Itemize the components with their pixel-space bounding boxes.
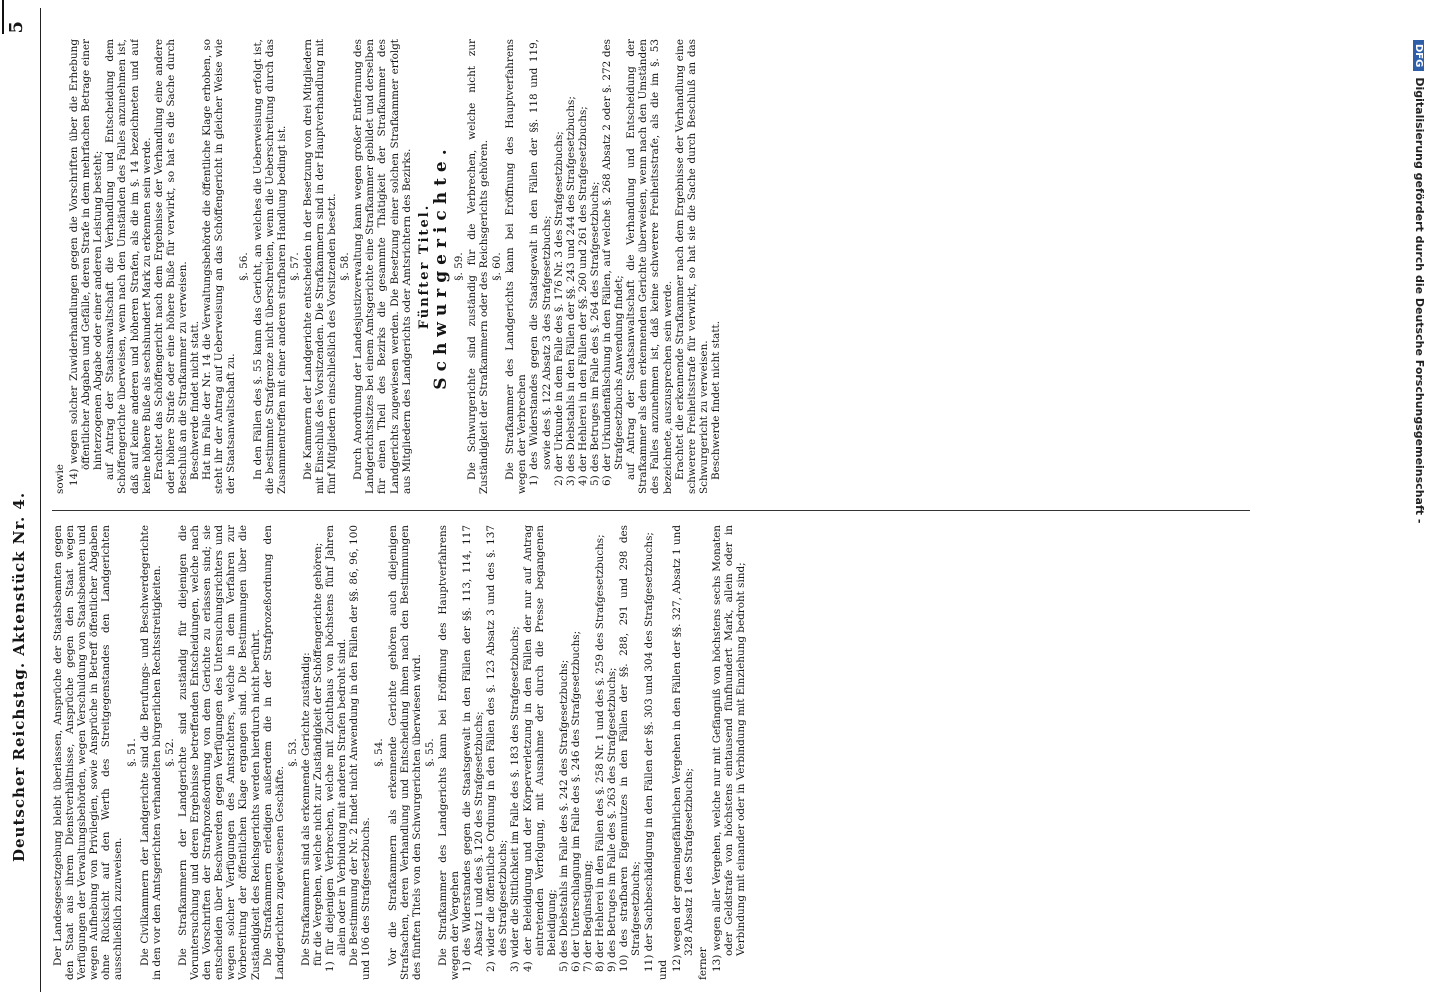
section-subtitle: Schwurgerichte. xyxy=(430,143,451,390)
paragraph: Die Civilkammern der Landgerichte sind die Berufungs- und Beschwerdegerichte in den vor den Amtsgerichten verhandelten bürgerlichen Rechtsstreitigkeiten. xyxy=(138,525,163,980)
paragraph: Die Strafkammern der Landgerichte sind zuständig für diejenigen die Voruntersuchung und deren Ergebnisse betreffenden Entscheidungen, welche nach den Vorschriften der Strafprozeßordnung von dem Gerichte zu erlassen sind; sie entscheiden über Beschwerden gegen Verfügungen des Untersuchungsrichters und wegen solcher Verfügungen des Amtsrichters, welche in dem Verfahren zur Vorbereitung der öffentlichen Klage ergangen sind. Die Bestimmungen über die Zuständigkeit des Reichsgerichts werden hierdurch nicht berührt. xyxy=(176,525,262,980)
page-number: 5 xyxy=(6,20,27,34)
list-item: 4) der Beleidigung und der Körperverletzung in den Fällen der nur auf Antrag eintretenden Verfolgung, mit Ausnahme der durch die Presse begangenen Beleidigung; xyxy=(521,525,558,972)
list-item: 4) der Hehlerei in den Fällen der §§. 260 und 261 des Strafgesetzbuchs; xyxy=(576,106,589,486)
paragraph: Beschwerde findet nicht statt. xyxy=(709,320,722,480)
connector-word: ferner xyxy=(696,947,709,980)
list-item: 8) der Hehlerei in den Fällen des §. 258 Nr. 1 und des §. 259 des Strafgesetzbuchs; xyxy=(594,534,607,972)
credit-text: Digitalisierung gefördert durch die Deutsche Forschungsgemeinschaft - xyxy=(1413,77,1426,524)
header-rule xyxy=(40,8,41,992)
paragraph: Durch Anordnung der Landesjustizverwaltung kann wegen großer Entfernung des Landgerichtssitzes bei einem Amtsgerichte eine Strafkammer gebildet und derselben für einen Theil des Bezirks die gesammte Thätigkeit der Strafkammer des Landgerichts zugewiesen werden. Die Besetzung einer solchen Strafkammer erfolgt aus Mitgliedern des Landgerichts oder Amtsrichtern des Bezirks. xyxy=(352,39,413,494)
list-item: 14) wegen solcher Zuwiderhandlungen gegen die Vorschriften über die Erhebung öffentlicher Abgaben und Gefälle, deren Strafe in dem mehrfachen Betrage einer hinterzogenen Abgabe oder einer anderen Leistung besteht; xyxy=(68,39,105,486)
page-title: Deutscher Reichstag. Aktenstück Nr. 4. xyxy=(10,491,28,862)
section-number: §. 53. xyxy=(286,738,299,767)
connector-word: und xyxy=(656,959,669,980)
section-number: §. 60. xyxy=(491,252,504,281)
list-item: 1) des Widerstandes gegen die Staatsgewalt in den Fällen der §§. 118 und 119, sowie des §. 122 Absatz 3 des Strafgesetzbuchs; xyxy=(528,39,553,486)
dfg-badge: DFG xyxy=(1413,40,1424,71)
section-number: §. 51. xyxy=(125,738,138,767)
paragraph: Die Strafkammern erledigen außerdem die in der Strafprozeßordnung den Landgerichten zugewiesenen Geschäfte. xyxy=(261,525,286,980)
list-item: 5) des Diebstahls im Falle des §. 242 des Strafgesetzbuchs; xyxy=(557,659,570,972)
list-item: 1) für diejenigen Verbrechen, welche mit Zuchthaus von höchstens fünf Jahren allein oder in Verbindung mit anderen Strafen bedroht sind. xyxy=(324,525,349,972)
paragraph: auf Antrag der Staatsanwaltschaft die Verhandlung und Entscheidung dem Schöffengerichte überweisen, wenn nach den Umständen des Falles anzunehmen ist, daß auf keine anderen und höheren Strafen, als die im §. 14 bezeichneten und auf keine höhere Buße als sechshundert Mark zu erkennen sein werde. xyxy=(104,39,153,494)
list-item: 2) wider die öffentliche Ordnung in den Fällen des §. 123 Absatz 3 und des §. 137 des Strafgesetzbuchs; xyxy=(485,525,510,972)
list-item: 6) der Urkundenfälschung in den Fällen, auf welche §. 268 Absatz 2 oder §. 272 des Strafgesetzbuchs Anwendung findet; xyxy=(601,39,626,486)
paragraph: Die Strafkammer des Landgerichts kann bei Eröffnung des Hauptverfahrens wegen der Vergehen xyxy=(436,525,461,980)
section-number: §. 54. xyxy=(373,738,386,767)
paragraph: für die Vergehen, welche nicht zur Zuständigkeit der Schöffengerichte gehören; xyxy=(311,542,324,966)
paragraph: Erachtet das Schöffengericht nach dem Ergebnisse der Verhandlung eine andere oder höhere Strafe oder eine höhere Buße für verwirkt, so hat es die Sache durch Beschluß an die Strafkammer zu verweisen. xyxy=(152,39,189,494)
list-item: 12) wegen der gemeingefährlichen Vergehen in den Fällen der §§. 327, Absatz 1 und 328 Absatz 1 des Strafgesetzbuchs; xyxy=(670,525,695,972)
paragraph: Die Kammern der Landgerichte entscheiden in der Besetzung von drei Mitgliedern mit Einschluß des Vorsitzenden. Die Strafkammern sind in der Hauptverhandlung mit fünf Mitgliedern einschließlich des Vorsitzenden besetzt. xyxy=(301,39,339,494)
page-header xyxy=(6,8,36,992)
section-number: §. 59. xyxy=(452,252,465,281)
right-text-column xyxy=(52,39,1062,494)
list-item: 6) der Unterschlagung im Falle des §. 246 des Strafgesetzbuchs; xyxy=(569,630,582,972)
paragraph: Die Strafkammer des Landgerichts kann bei Eröffnung des Hauptverfahrens wegen der Verbrechen xyxy=(504,39,529,494)
digitization-credit xyxy=(1408,40,1426,840)
left-text-column xyxy=(52,525,1247,980)
section-number: §. 56. xyxy=(238,252,251,281)
column-divider xyxy=(52,510,1250,511)
list-item: 10) des strafbaren Eigennutzes in den Fällen der §§. 288, 291 und 298 des Strafgesetzbuchs; xyxy=(618,525,643,972)
paragraph: Beschwerde findet nicht statt. xyxy=(189,320,202,480)
list-item: 2) der Urkunde in dem Falle des §. 176 Nr. 3 des Strafgesetzbuchs; xyxy=(552,131,565,486)
section-number: §. 55. xyxy=(423,738,436,767)
paragraph: Vor die Strafkammern als erkennende Gerichte gehören auch diejenigen Strafsachen, deren Verhandlung und Entscheidung ihnen nach den Bestimmungen des fünften Titels von den Schwurgerichten überwiesen wird. xyxy=(386,525,423,980)
list-item: 11) der Sachbeschädigung in den Fällen der §§. 303 und 304 des Strafgesetzbuchs; xyxy=(642,532,655,972)
list-item: 3) des Diebstahls in den Fällen der §§. 243 und 244 des Strafgesetzbuchs; xyxy=(564,96,577,486)
paragraph: Die Strafkammern sind als erkennende Gerichte zuständig: xyxy=(299,652,312,966)
paragraph: Erachtet die erkennende Strafkammer nach dem Ergebnisse der Verhandlung eine schwerere Freiheitsstrafe für verwirkt, so hat sie die Sache durch Beschluß an das Schwurgericht zu verweisen. xyxy=(673,39,710,494)
list-item: 13) wegen aller Vergehen, welche nur mit Gefängniß von höchstens sechs Monaten oder Geldstrafe von höchstens eintausend fünfhundert Mark, allein oder in Verbindung mit einander oder in Verbindung mit Einziehung bedroht sind; xyxy=(710,525,748,972)
section-number: §. 57. xyxy=(288,252,301,281)
section-title: Fünfter Titel. xyxy=(416,203,432,330)
list-item: 1) des Widerstandes gegen die Staatsgewalt in den Fällen der §§. 113, 114, 117 Absatz 1 und des §. 120 des Strafgesetzbuchs; xyxy=(461,525,486,972)
section-number: §. 52. xyxy=(163,738,176,767)
paragraph: Der Landesgesetzgebung bleibt überlassen, Ansprüche der Staatsbeamten gegen den Staat aus ihrem Dienstverhältnisse, Ansprüche gegen den Staat wegen Verfügungen der Verwaltungsbehörden, wegen Verschuldung von Staatsbeamten und wegen Aufhebung von Privilegien, sowie Ansprüche in Betreff öffentlicher Abgaben ohne Rücksicht auf den Werth des Streitgegenstandes den Landgerichten ausschließlich zuzuweisen. xyxy=(52,525,125,980)
section-number: §. 58. xyxy=(339,252,352,281)
paragraph: Hat im Falle der Nr. 14 die Verwaltungsbehörde die öffentliche Klage erhoben, so steht ihr der Antrag auf Ueberweisung an das Schöffengericht in gleicher Weise wie der Staatsanwaltschaft zu. xyxy=(201,39,238,494)
list-item: 9) des Betruges im Falle des §. 263 des Strafgesetzbuchs; xyxy=(606,667,619,972)
paragraph: Die Bestimmung der Nr. 2 findet nicht Anwendung in den Fällen der §§. 86, 96, 100 und 106 des Strafgesetzbuchs. xyxy=(348,525,373,980)
list-item: 3) wider die Sittlichkeit im Falle des §. 183 des Strafgesetzbuchs; xyxy=(509,626,522,972)
paragraph: auf Antrag der Staatsanwaltschaft die Verhandlung und Entscheidung der Strafkammer als dem erkennenden Gerichte überweisen, wenn nach den Umständen des Falles anzunehmen ist, daß keine schwerere Freiheitsstrafe, als die im §. 53 bezeichnete, auszusprechen sein werde. xyxy=(625,39,674,494)
paragraph: Die Schwurgerichte sind zuständig für die Verbrechen, welche nicht zur Zuständigkeit der Strafkammern oder des Reichsgerichts gehören. xyxy=(466,39,491,494)
connector-word: sowie xyxy=(54,464,66,494)
list-item: 5) des Betruges im Falle des §. 264 des Strafgesetzbuchs; xyxy=(588,181,601,486)
paragraph: In den Fällen des §. 55 kann das Gericht, an welches die Ueberweisung erfolgt ist, die bestimmte Strafgrenze nicht überschreiten, wenn die Ueberschreitung durch das Zusammentreffen mit einer anderen strafbaren Handlung bedingt ist. xyxy=(251,39,288,494)
list-item: 7) der Begünstigung; xyxy=(582,860,595,972)
